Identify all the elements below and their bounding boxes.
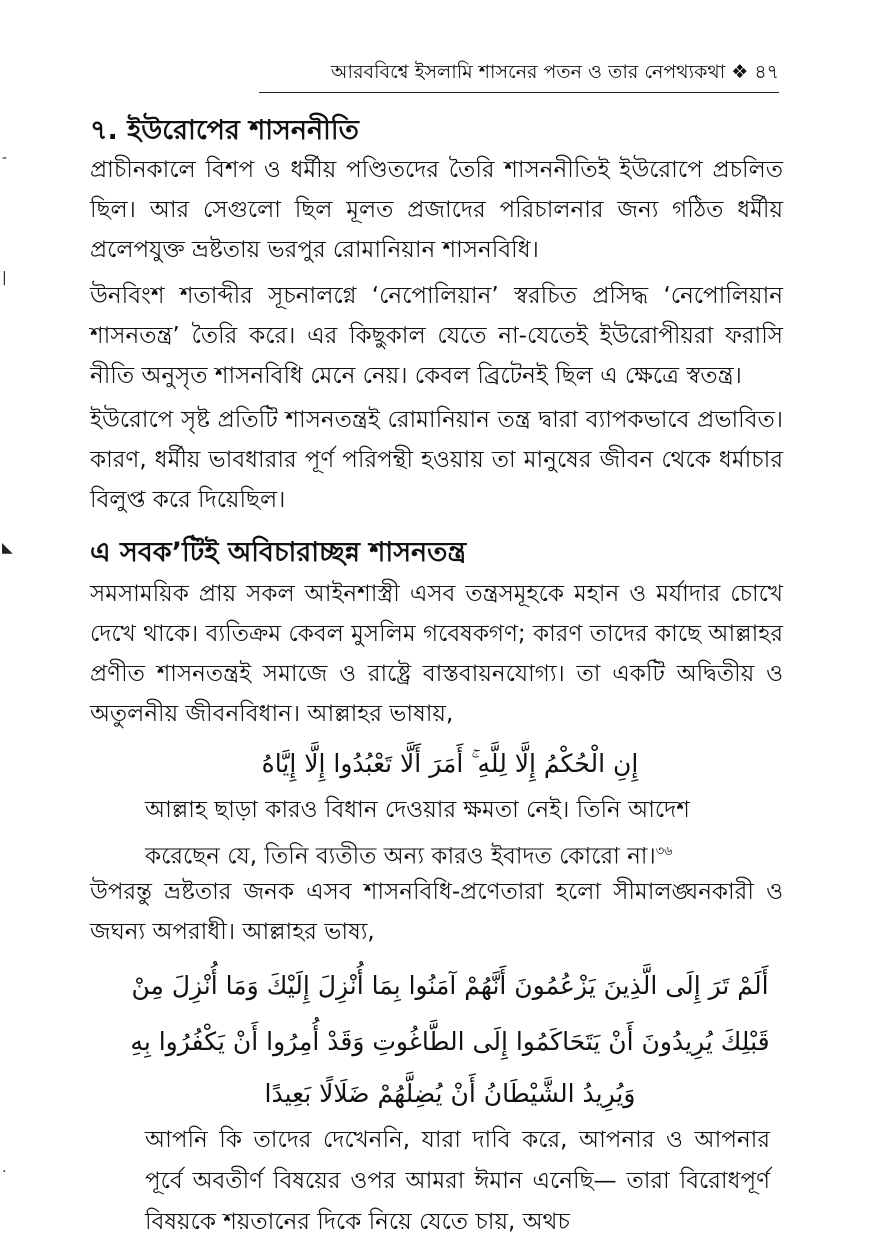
arabic-verse: إِنِ الْحُكْمُ إِلَّا لِلَّهِ ۚ أَمَرَ أَلَّا تَعْبُدُوا إِلَّا إِيَّاهُ [261, 749, 639, 778]
paragraph: প্রাচীনকালে বিশপ ও ধর্মীয় পণ্ডিতদের তৈরি শাসননীতিই ইউরোপে প্রচলিত ছিল। আর সেগুলো ছিল মূলত প্রজাদের পরিচালনার জন্য গঠিত ধর্মীয় প্রলেপযুক্ত ভ্রষ্টতায় ভরপুর রোমানিয়ান শাসনবিধি। [90, 157, 783, 263]
paragraph: উনবিংশ শতাব্দীর সূচনালগ্নে ‘নেপোলিয়ান’ স্বরচিত প্রসিদ্ধ ‘নেপোলিয়ান শাসনতন্ত্র’ তৈরি করে। এর কিছুকাল যেতে না-যেতেই ইউরোপীয়রা ফরাসি নীতি অনুসৃত শাসনবিধি মেনে নেয়। কেবল ব্রিটেনই ছিল এ ক্ষেত্রে স্বতন্ত্র। [90, 283, 783, 389]
scan-margin-mark: ◣ [2, 540, 13, 556]
footnote-marker: ৩৬ [655, 844, 673, 859]
verse-translation [145, 790, 765, 878]
paragraph: ইউরোপে সৃষ্ট প্রতিটি শাসনতন্ত্রই রোমানিয়ান তন্ত্র দ্বারা ব্যাপকভাবে প্রভাবিত। কারণ, ধর্মীয় ভাবধারার পূর্ণ পরিপন্থী হওয়ায় তা মানুষের জীবন থেকে ধর্মাচার বিলুপ্ত করে দিয়েছিল। [90, 407, 783, 513]
arabic-verse-line: قَبْلِكَ يُرِيدُونَ أَنْ يَتَحَاكَمُوا إِلَى الطَّاغُوتِ وَقَدْ أُمِرُوا أَنْ يَكْفُرُوا بِهِ [130, 1027, 770, 1056]
paragraph: সমসাময়িক প্রায় সকল আইনশাস্ত্রী এসব তন্ত্রসমূহকে মহান ও মর্যাদার চোখে দেখে থাকে। ব্যতিক্রম কেবল মুসলিম গবেষকগণ; কারণ তাদের কাছে আল্লাহর প্রণীত শাসনতন্ত্রই সমাজে ও রাষ্ট্রে বাস্তবায়নযোগ্য। তা একটি অদ্বিতীয় ও অতুলনীয় জীবনবিধান। আল্লাহর ভাষায়, [90, 581, 783, 727]
paragraph: উপরন্তু ভ্রষ্টতার জনক এসব শাসনবিধি-প্রণেতারা হলো সীমালঙ্ঘনকারী ও জঘন্য অপরাধী। আল্লাহর ভাষ্য, [90, 879, 783, 945]
verse-translation: আপনি কি তাদের দেখেননি, যারা দাবি করে, আপনার ও আপনার পূর্বে অবতীর্ণ বিষয়ের ওপর আমরা ঈমান এনেছি— তারা বিরোধপূর্ণ বিষয়কে শয়তানের দিকে নিয়ে যেতে চায়, অথচ [145, 1127, 770, 1235]
arabic-verse-line: وَيُرِيدُ الشَّيْطَانُ أَنْ يُضِلَّهُمْ ضَلَالًا بَعِيدًا [264, 1079, 636, 1108]
scan-margin-mark: . [2, 1160, 7, 1176]
section-heading-european-governance: ৭. ইউরোপের শাসননীতি [90, 115, 359, 146]
scan-margin-mark: - [2, 150, 8, 166]
scan-margin-mark: | [2, 270, 7, 286]
section-heading-unjust-constitutions: এ সবক’টিই অবিচারাচ্ছন্ন শাসনতন্ত্র [90, 537, 467, 568]
running-header: আরববিশ্বে ইসলামি শাসনের পতন ও তার নেপথ্যকথা ❖ ৪৭ [259, 58, 779, 93]
translation-text: আল্লাহ ছাড়া কারও বিধান দেওয়ার ক্ষমতা নেই। তিনি আদেশ করেছেন যে, তিনি ব্যতীত অন্য কারও ইবাদত কোরো না। [145, 797, 690, 870]
arabic-verse-line: أَلَمْ تَرَ إِلَى الَّذِينَ يَزْعُمُونَ أَنَّهُمْ آمَنُوا بِمَا أُنْزِلَ إِلَيْكَ وَمَا أُنْزِلَ مِنْ [131, 971, 769, 1000]
